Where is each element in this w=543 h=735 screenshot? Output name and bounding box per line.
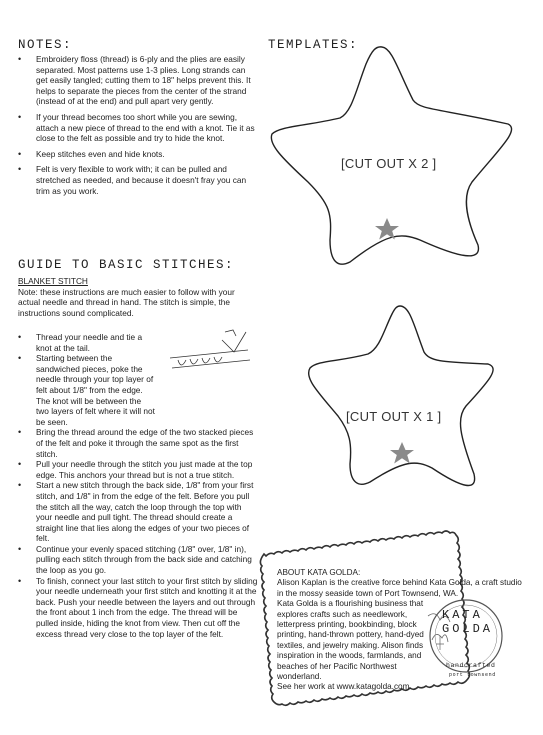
logo-text-kata: KATA (442, 608, 483, 622)
logo-text-handcrafted: handcrafted (446, 662, 496, 669)
step-item: • Bring the thread around the edge of the two stacked pieces of the felt and poke it through the same spot as the first stitch. (18, 427, 258, 459)
star1-label: [CUT OUT X 2 ] (341, 156, 437, 171)
star-icon (390, 442, 414, 464)
about-para-3: See her work at www.katagolda.com. (277, 682, 412, 692)
logo-text-port-townsend: port townsend (449, 672, 496, 678)
notes-heading: NOTES: (18, 38, 73, 52)
about-title: ABOUT KATA GOLDA: (277, 568, 361, 577)
note-item: • Felt is very flexible to work with; it can be pulled and stretched as needed, and because it doesn't fray you can trim as you work. (18, 164, 258, 196)
about-para-2: Kata Golda is a flourishing business that explores crafts such as needlework, letterpress printing, bookbinding, block printing, hand-thrown pottery, hand-dyed textiles, and jewelry making. Alison finds inspiration in the woods, farmlands, and beaches of her Pacific Northwest wonderland. (277, 599, 424, 682)
guide-heading: GUIDE TO BASIC STITCHES: (18, 258, 235, 272)
step-item: • Start a new stitch through the back side, 1/8" from your first stitch, and 1/8" in from the edge of the felt. Before you pull the stitch all the way, catch the loop through the top with your needle and pull tight. The thread should create a straight line that lies along the edges of your two pieces of felt. (18, 480, 258, 544)
step-item: • To finish, connect your last stitch to your first stitch by sliding your needle underneath your first stitch and knotting it at the back. Push your needle between the layers and out through the front about 1 inch from the edge. The thread will be pulled inside, hiding the knot from view. Then cut off the excess thread very close to the top layer of the felt. (18, 576, 258, 640)
note-item: • If your thread becomes too short while you are sewing, attach a new piece of thread to the end with a knot. Tie it as close to the felt as possible and try to hide the knot. (18, 112, 258, 144)
step-item: • Starting between the sandwiched pieces, poke the needle through your top layer of felt about 1/8" from the edge. The knot will be between the two layers of felt where it will not be seen. (18, 353, 156, 427)
step-item: • Continue your evenly spaced stitching (1/8" over, 1/8" in), pulling each stitch through from the back side and catching the loop as you go. (18, 544, 258, 576)
templates-heading: TEMPLATES: (268, 38, 359, 52)
star2-label: [CUT OUT X 1 ] (346, 409, 442, 424)
note-item: • Keep stitches even and hide knots. (18, 149, 258, 160)
logo-text-golda: GOLDA (442, 622, 494, 636)
step-item: • Thread your needle and tie a knot at the tail. (18, 332, 146, 353)
guide-intro: Note: these instructions are much easier to follow with your actual needle and thread in hand. The stitch is simple, the instructions sound complicated. (18, 286, 235, 318)
step-item: • Pull your needle through the stitch you just made at the top edge. This anchors your thread but is not a true stitch. (18, 459, 258, 480)
note-item: • Embroidery floss (thread) is 6-ply and the plies are easily separated. Most patterns use 1-3 plies. Long strands can get easily tangled; cutting them to 18" helps prevent this. It helps to separate the pieces from the center of the strand (instead of at the end) and pull apart very gently. (18, 54, 258, 107)
stitch-illustration (170, 330, 250, 368)
about-para-1: Alison Kaplan is the creative force behind Kata Golda, a craft studio in the mossy seaside town of Port Townsend, WA. (277, 578, 522, 598)
blanket-stitch-subhead: BLANKET STITCH (18, 276, 88, 286)
